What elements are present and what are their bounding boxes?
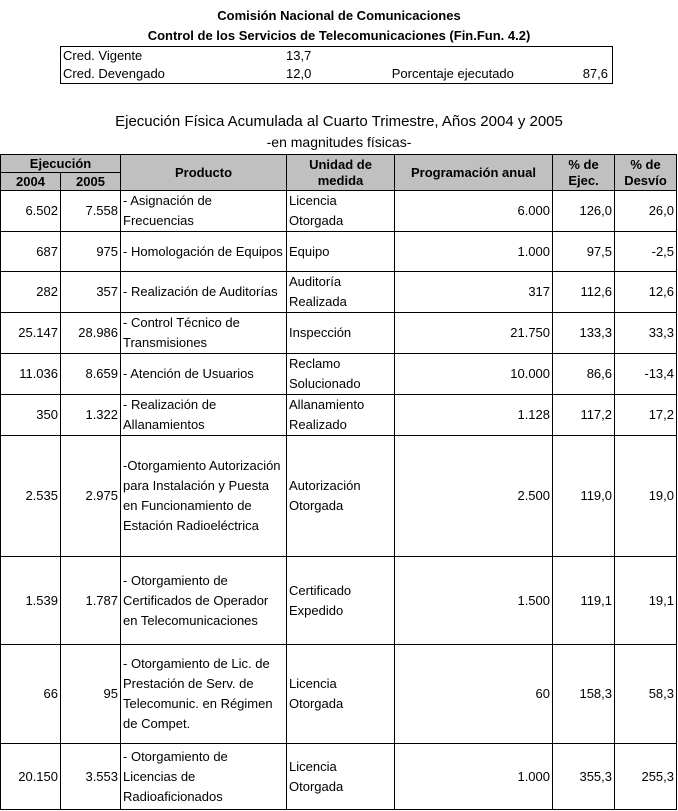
pct-desvio-cell: 255,3 [615, 744, 677, 810]
unidad-cell: Autorización Otorgada [287, 436, 395, 557]
value-2004-cell: 282 [1, 272, 61, 313]
empty-cell [390, 47, 566, 66]
producto-cell: - Asignación de Frecuencias [121, 191, 287, 232]
producto-cell: - Otorgamiento de Licencias de Radioaficionados [121, 744, 287, 810]
unidad-cell: Reclamo Solucionado [287, 354, 395, 395]
programacion-cell: 60 [395, 645, 553, 744]
value-2004-cell: 6.502 [1, 191, 61, 232]
porcentaje-value: 87,6 [582, 66, 608, 81]
credit-vigente-value: 13,7 [286, 48, 312, 63]
value-2004-cell: 11.036 [1, 354, 61, 395]
unidad-cell: Certificado Expedido [287, 557, 395, 645]
program-title: Control de los Servicios de Telecomunicaciones (Fin.Fun. 4.2) [147, 28, 531, 43]
table-row [1, 744, 677, 810]
producto-cell: - Control Técnico de Transmisiones [121, 313, 287, 354]
value-2005-cell: 28.986 [61, 313, 121, 354]
table-row [1, 557, 677, 645]
value-2005-cell: 975 [61, 232, 121, 272]
producto-cell: - Otorgamiento de Lic. de Prestación de Serv. de Telecomunic. en Régimen de Compet. [121, 645, 287, 744]
header-pct-ejec: % de Ejec. [553, 155, 615, 191]
programacion-cell: 2.500 [395, 436, 553, 557]
value-2004-cell: 20.150 [1, 744, 61, 810]
table-row [1, 313, 677, 354]
pct-ejec-cell: 86,6 [553, 354, 615, 395]
header-ejecucion: Ejecución [1, 155, 121, 173]
value-2004-cell: 25.147 [1, 313, 61, 354]
table-row [1, 436, 677, 557]
value-2004-cell: 350 [1, 395, 61, 436]
value-2005-cell: 3.553 [61, 744, 121, 810]
table-row [1, 272, 677, 313]
credits-table [60, 46, 613, 84]
pct-ejec-cell: 133,3 [553, 313, 615, 354]
header-producto: Producto [121, 155, 287, 191]
pct-ejec-cell: 355,3 [553, 744, 615, 810]
value-2004-cell: 687 [1, 232, 61, 272]
unidad-cell: Licencia Otorgada [287, 191, 395, 232]
unidad-cell: Allanamiento Realizado [287, 395, 395, 436]
producto-cell: - Otorgamiento de Certificados de Operador en Telecomunicaciones [121, 557, 287, 645]
unidad-cell: Auditoría Realizada [287, 272, 395, 313]
execution-table [0, 154, 677, 810]
programacion-cell: 317 [395, 272, 553, 313]
value-2005-cell: 1.322 [61, 395, 121, 436]
pct-ejec-cell: 117,2 [553, 395, 615, 436]
programacion-cell: 1.500 [395, 557, 553, 645]
programacion-cell: 1.128 [395, 395, 553, 436]
table-row [1, 354, 677, 395]
credit-vigente-label: Cred. Vigente [63, 48, 143, 63]
pct-desvio-cell: -2,5 [615, 232, 677, 272]
credit-devengado-label: Cred. Devengado [63, 66, 165, 81]
producto-cell: - Homologación de Equipos [121, 232, 287, 272]
programacion-cell: 6.000 [395, 191, 553, 232]
credit-devengado-value: 12,0 [286, 66, 312, 81]
pct-ejec-cell: 126,0 [553, 191, 615, 232]
pct-ejec-cell: 112,6 [553, 272, 615, 313]
header-unidad: Unidad de medida [287, 155, 395, 191]
table-row [1, 191, 677, 232]
pct-ejec-cell: 158,3 [553, 645, 615, 744]
programacion-cell: 10.000 [395, 354, 553, 395]
pct-desvio-cell: -13,4 [615, 354, 677, 395]
value-2005-cell: 7.558 [61, 191, 121, 232]
organization-title: Comisión Nacional de Comunicaciones [217, 8, 461, 23]
programacion-cell: 1.000 [395, 744, 553, 810]
header-2005: 2005 [61, 173, 121, 191]
unidad-cell: Equipo [287, 232, 395, 272]
section-title: Ejecución Física Acumulada al Cuarto Trimestre, Años 2004 y 2005 [115, 113, 563, 130]
unidad-cell: Licencia Otorgada [287, 744, 395, 810]
credit-devengado-row [61, 65, 613, 84]
producto-cell: -Otorgamiento Autorización para Instalación y Puesta en Funcionamiento de Estación Radioeléctrica [121, 436, 287, 557]
value-2005-cell: 8.659 [61, 354, 121, 395]
programacion-cell: 1.000 [395, 232, 553, 272]
value-2004-cell: 66 [1, 645, 61, 744]
producto-cell: - Realización de Auditorías [121, 272, 287, 313]
value-2004-cell: 1.539 [1, 557, 61, 645]
pct-desvio-cell: 17,2 [615, 395, 677, 436]
credit-vigente-row [61, 47, 613, 66]
producto-cell: - Atención de Usuarios [121, 354, 287, 395]
table-row [1, 232, 677, 272]
empty-cell [566, 47, 613, 66]
pct-desvio-cell: 58,3 [615, 645, 677, 744]
header-pct-desvio: % de Desvío [615, 155, 677, 191]
table-row [1, 645, 677, 744]
pct-ejec-cell: 119,1 [553, 557, 615, 645]
value-2005-cell: 2.975 [61, 436, 121, 557]
pct-desvio-cell: 12,6 [615, 272, 677, 313]
pct-ejec-cell: 119,0 [553, 436, 615, 557]
pct-ejec-cell: 97,5 [553, 232, 615, 272]
pct-desvio-cell: 19,0 [615, 436, 677, 557]
porcentaje-label: Porcentaje ejecutado [391, 66, 514, 81]
value-2005-cell: 357 [61, 272, 121, 313]
value-2005-cell: 95 [61, 645, 121, 744]
header-programacion: Programación anual [395, 155, 553, 191]
section-subtitle: -en magnitudes físicas- [266, 134, 412, 150]
value-2004-cell: 2.535 [1, 436, 61, 557]
table-row [1, 395, 677, 436]
header-2004: 2004 [1, 173, 61, 191]
pct-desvio-cell: 33,3 [615, 313, 677, 354]
value-2005-cell: 1.787 [61, 557, 121, 645]
pct-desvio-cell: 19,1 [615, 557, 677, 645]
unidad-cell: Licencia Otorgada [287, 645, 395, 744]
programacion-cell: 21.750 [395, 313, 553, 354]
unidad-cell: Inspección [287, 313, 395, 354]
pct-desvio-cell: 26,0 [615, 191, 677, 232]
producto-cell: - Realización de Allanamientos [121, 395, 287, 436]
header-row-top [1, 155, 677, 173]
